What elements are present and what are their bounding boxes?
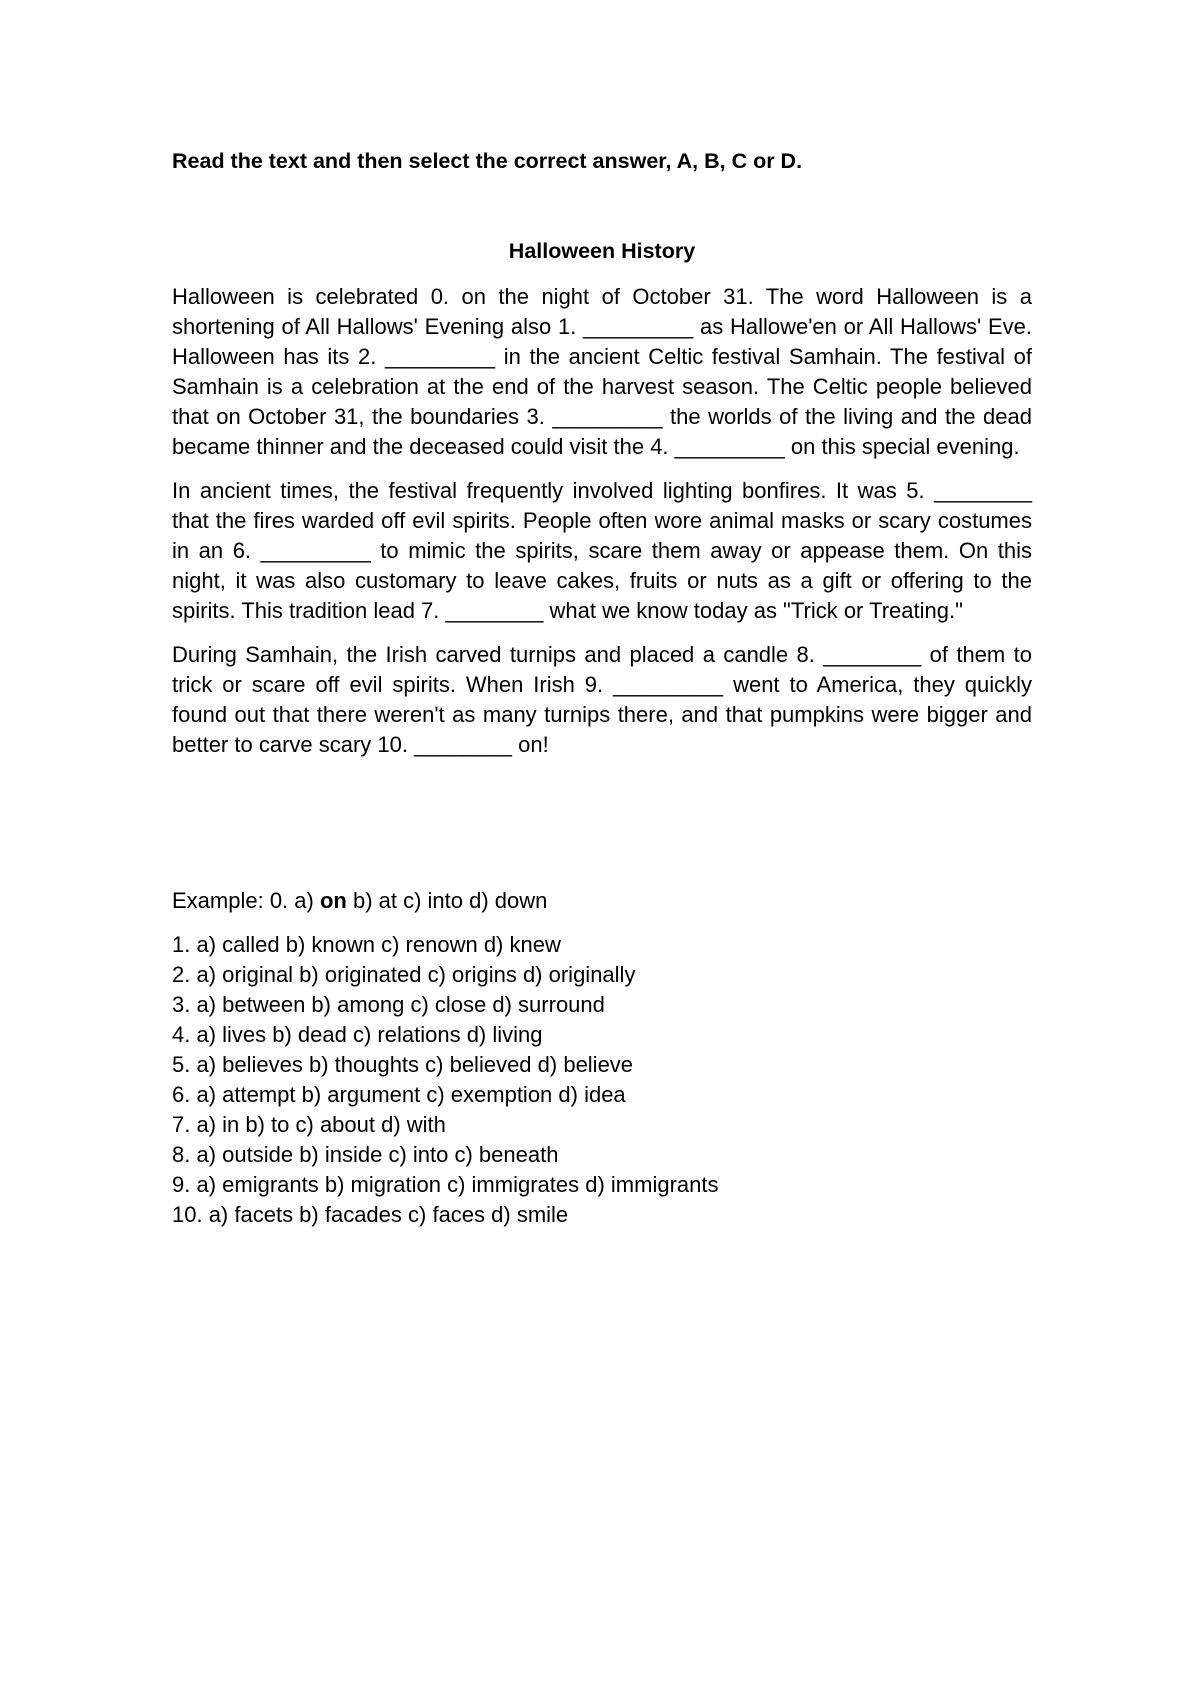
reading-passage xyxy=(172,282,1032,774)
question-item: 8. a) outside b) inside c) into c) beneath xyxy=(172,1142,559,1167)
example-prefix: Example: 0. a) xyxy=(172,888,320,913)
example-answer: on xyxy=(319,888,347,913)
passage-paragraph-1: Halloween is celebrated 0. on the night of October 31. The word Halloween is a shortening of All Hallows' Evening also 1. _________ as Hallowe'en or All Hallows' Eve. Halloween has its 2. _________ in the ancient Celtic festival Samhain. The festival of Samhain is a celebration at the end of the harvest season. The Celtic people believed that on October 31, the boundaries 3. _________ the worlds of the living and the dead became thinner and the deceased could visit the 4. _________ on this special evening. xyxy=(172,284,1032,459)
question-item: 10. a) facets b) facades c) faces d) smile xyxy=(172,1202,569,1227)
question-item: 1. a) called b) known c) renown d) knew xyxy=(172,932,561,957)
example-line xyxy=(172,886,547,916)
question-item: 5. a) believes b) thoughts c) believed d) believe xyxy=(172,1052,634,1077)
passage-paragraph-3: During Samhain, the Irish carved turnips and placed a candle 8. ________ of them to trick or scare off evil spirits. When Irish 9. _________ went to America, they quickly found out that there weren't as many turnips there, and that pumpkins were bigger and better to carve scary 10. ________ on! xyxy=(172,642,1032,757)
question-item: 4. a) lives b) dead c) relations d) living xyxy=(172,1022,543,1047)
example-suffix: b) at c) into d) down xyxy=(346,888,548,913)
passage-paragraph-2: In ancient times, the festival frequently involved lighting bonfires. It was 5. ________ that the fires warded off evil spirits. People often wore animal masks or scary costumes in an 6. _________ to mimic the spirits, scare them away or appease them. On this night, it was also customary to leave cakes, fruits or nuts as a gift or offering to the spirits. This tradition lead 7. ________ what we know today as "Trick or Treating." xyxy=(172,478,1032,623)
question-item: 2. a) original b) originated c) origins d) originally xyxy=(172,962,636,987)
question-item: 7. a) in b) to c) about d) with xyxy=(172,1112,446,1137)
instruction-text: Read the text and then select the correct answer, A, B, C or D. xyxy=(172,149,803,173)
question-item: 9. a) emigrants b) migration c) immigrates d) immigrants xyxy=(172,1172,719,1197)
question-item: 3. a) between b) among c) close d) surround xyxy=(172,992,605,1017)
question-list xyxy=(172,930,718,1230)
question-item: 6. a) attempt b) argument c) exemption d) idea xyxy=(172,1082,626,1107)
document-title: Halloween History xyxy=(508,239,696,263)
document-page xyxy=(172,0,1032,1696)
